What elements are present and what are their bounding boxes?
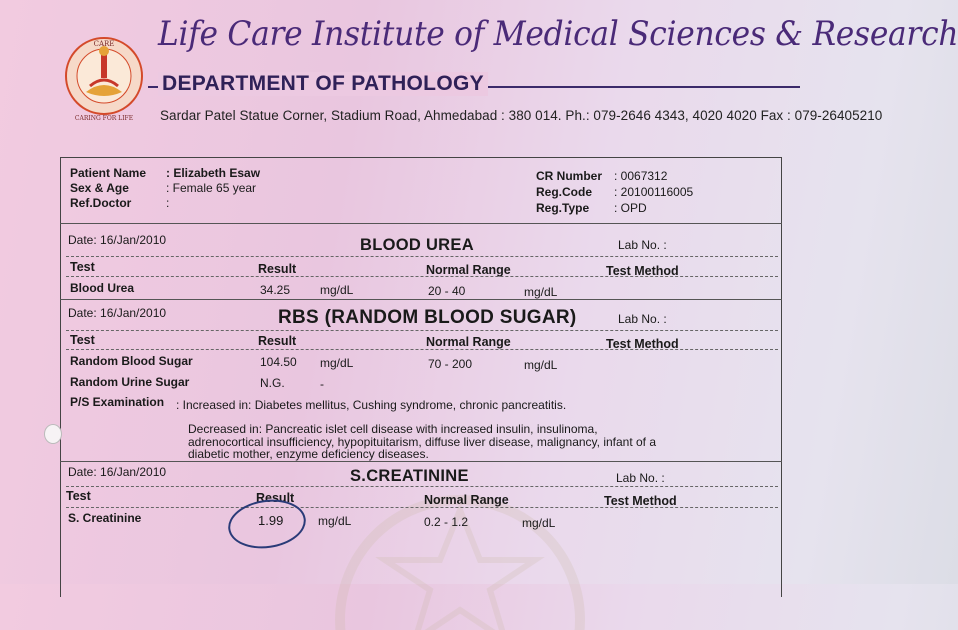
ref-doctor-label: Ref.Doctor xyxy=(70,196,132,210)
col-normal-range: Normal Range xyxy=(426,335,511,349)
creat-range: 0.2 - 1.2 xyxy=(424,515,469,529)
decreased-line-2: adrenocortical insufficiency, hypopituitarism, diffuse liver disease, malignancy, infant of a xyxy=(188,435,657,449)
rbs-test-name: Random Blood Sugar xyxy=(70,354,193,368)
dashed-rule xyxy=(66,349,778,350)
dashed-rule xyxy=(66,507,778,508)
col-test: Test xyxy=(70,333,95,347)
creat-result: 1.99 xyxy=(258,513,284,528)
col-normal-range: Normal Range xyxy=(426,263,511,277)
col-test-method: Test Method xyxy=(604,494,677,508)
urea-unit: mg/dL xyxy=(320,283,354,297)
urea-lab-no: Lab No. : xyxy=(618,238,667,252)
creat-test-name: S. Creatinine xyxy=(68,511,142,525)
dashed-rule xyxy=(66,256,778,257)
urea-result: 34.25 xyxy=(260,283,291,297)
urea-date: Date: 16/Jan/2010 xyxy=(68,233,167,247)
rbs-result: 104.50 xyxy=(260,355,297,369)
rbs-unit: mg/dL xyxy=(320,356,354,370)
patient-name-label: Patient Name xyxy=(70,166,147,180)
institute-logo xyxy=(64,20,144,132)
dashed-rule xyxy=(66,330,778,331)
rbs-title: RBS (RANDOM BLOOD SUGAR) xyxy=(278,307,577,328)
cr-number-label: CR Number xyxy=(536,169,603,183)
urea-test-name: Blood Urea xyxy=(70,281,135,295)
urea-range: 20 - 40 xyxy=(428,284,466,298)
urea-range-unit: mg/dL xyxy=(524,285,558,299)
dashed-rule xyxy=(66,276,778,277)
rbs-lab-no: Lab No. : xyxy=(618,312,667,326)
ps-exam-text: : Increased in: Diabetes mellitus, Cushing syndrome, chronic pancreatitis. xyxy=(176,398,567,412)
creat-date: Date: 16/Jan/2010 xyxy=(68,465,167,479)
creat-title: S.CREATININE xyxy=(350,467,469,485)
urine-sugar-name: Random Urine Sugar xyxy=(70,375,190,389)
department-title: DEPARTMENT OF PATHOLOGY xyxy=(158,72,488,96)
col-result: Result xyxy=(258,262,297,276)
rbs-date: Date: 16/Jan/2010 xyxy=(68,306,167,320)
cr-number-value: : 0067312 xyxy=(614,169,668,183)
urine-sugar-unit: - xyxy=(320,377,324,391)
creat-range-unit: mg/dL xyxy=(522,516,556,530)
col-test: Test xyxy=(66,489,91,503)
reg-code-value: : 20100116005 xyxy=(614,185,694,199)
rbs-range: 70 - 200 xyxy=(428,357,473,371)
logo-text-bottom: CARING FOR LIFE xyxy=(74,115,134,122)
decreased-line-3: diabetic mother, enzyme deficiency diseases. xyxy=(188,447,429,461)
col-normal-range: Normal Range xyxy=(424,493,509,507)
ref-doctor-value: : xyxy=(166,196,170,210)
dashed-rule xyxy=(66,486,778,487)
col-test-method: Test Method xyxy=(606,337,679,351)
reg-type-value: : OPD xyxy=(614,201,647,215)
address-line: Sardar Patel Statue Corner, Stadium Road, Ahmedabad : 380 014. Ph.: 079-2646 4343, 4020 4020 Fax : 079-26405210 xyxy=(160,108,883,123)
urine-sugar-result: N.G. xyxy=(260,376,285,390)
logo-text-top: CARE xyxy=(93,40,115,48)
divider xyxy=(60,461,782,462)
punch-hole xyxy=(44,424,62,444)
urea-title: BLOOD UREA xyxy=(360,236,474,254)
col-result: Result xyxy=(256,491,295,505)
ps-exam-label: P/S Examination xyxy=(70,395,165,409)
col-result: Result xyxy=(258,334,297,348)
divider xyxy=(60,299,782,300)
col-test: Test xyxy=(70,260,95,274)
rbs-range-unit: mg/dL xyxy=(524,358,558,372)
sex-age-label: Sex & Age xyxy=(70,181,129,195)
decreased-line-1: Decreased in: Pancreatic islet cell disease with increased insulin, insulinoma, xyxy=(188,422,598,436)
reg-type-label: Reg.Type xyxy=(536,201,590,215)
reg-code-label: Reg.Code xyxy=(536,185,593,199)
col-test-method: Test Method xyxy=(606,264,679,278)
creat-unit: mg/dL xyxy=(318,514,352,528)
divider xyxy=(60,223,782,224)
sex-age-value: : Female 65 year xyxy=(166,181,257,195)
patient-name-value: : Elizabeth Esaw xyxy=(166,166,261,180)
institute-name: Life Care Institute of Medical Sciences & Research xyxy=(158,14,958,54)
creat-lab-no: Lab No. : xyxy=(616,471,665,485)
